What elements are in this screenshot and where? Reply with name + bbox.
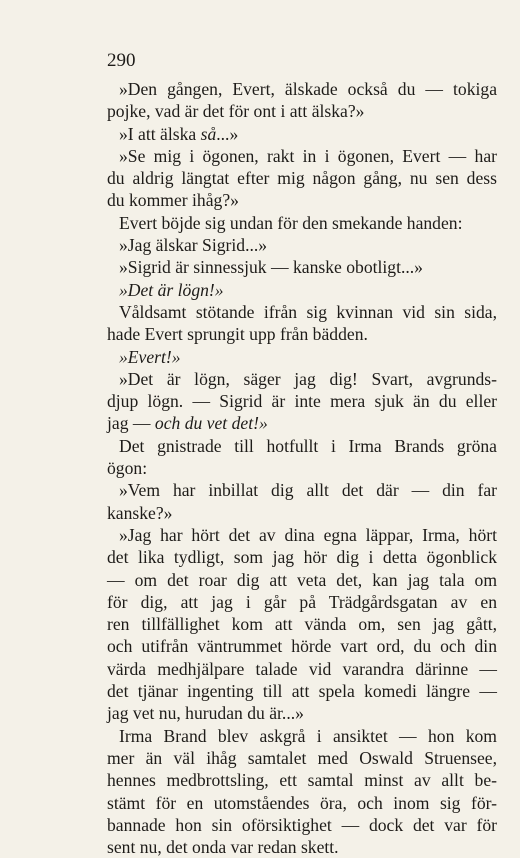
text-line: [107, 546, 497, 568]
text-run: hade Evert sprungit upp från bädden.: [107, 324, 368, 345]
text-line: [107, 702, 497, 724]
text-line: [107, 613, 497, 635]
text-run: ögon:: [107, 458, 148, 479]
text-line: [107, 78, 497, 100]
text-line: [107, 680, 497, 702]
body-text: [107, 78, 497, 858]
italic-run: »Det är lögn!»: [119, 279, 224, 300]
text-line: [107, 390, 497, 412]
page-number: 290: [107, 50, 136, 71]
text-run: »Jag älskar Sigrid...»: [119, 235, 268, 256]
text-line: [107, 502, 497, 524]
text-line: [107, 569, 497, 591]
text-run: djup lögn. — Sigrid är inte mera sjuk än du eller: [107, 391, 497, 412]
text-run: hennes medbrottsling, ett samtal minst av allt be-: [107, 770, 497, 791]
text-line: [107, 279, 497, 301]
text-line: [107, 435, 497, 457]
text-line: [107, 747, 497, 769]
italic-run: och du vet det!»: [154, 413, 268, 434]
text-run: värda medhjälpare talade vid varandra därinne —: [107, 658, 497, 679]
text-run: »Se mig i ögonen, rakt in i ögonen, Evert — har: [119, 145, 497, 166]
text-line: [107, 346, 497, 368]
text-line: [107, 479, 497, 501]
text-line: [107, 145, 497, 167]
text-run: kanske?»: [107, 502, 173, 523]
text-run: Det gnistrade till hotfullt i Irma Brands gröna: [119, 435, 497, 456]
text-line: [107, 412, 497, 434]
text-line: [107, 814, 497, 836]
text-line: [107, 836, 497, 858]
text-line: [107, 591, 497, 613]
text-line: [107, 769, 497, 791]
text-line: [107, 301, 497, 323]
text-run: det lika tydligt, som jag hör dig i detta ögonblick: [107, 547, 497, 568]
text-line: [107, 323, 497, 345]
text-line: [107, 212, 497, 234]
text-run: »Sigrid är sinnessjuk — kanske obotligt...»: [119, 257, 423, 278]
text-run: mer än väl ihåg samtalet med Oswald Struensee,: [107, 747, 497, 768]
text-run: pojke, vad är det för ont i att älska?»: [107, 101, 365, 122]
text-run: Våldsamt stötande ifrån sig kvinnan vid sin sida,: [119, 301, 497, 322]
text-run: sent nu, det onda var redan skett.: [107, 837, 339, 858]
text-line: [107, 658, 497, 680]
text-line: [107, 457, 497, 479]
italic-run: så: [200, 123, 217, 144]
text-run: »I att älska: [119, 123, 201, 144]
text-line: [107, 189, 497, 211]
text-line: [107, 635, 497, 657]
text-run: Evert böjde sig undan för den smekande handen:: [119, 212, 463, 233]
text-line: [107, 524, 497, 546]
text-line: [107, 725, 497, 747]
text-run: och utifrån väntrummet hörde vart ord, du och din: [107, 636, 497, 657]
text-run: du aldrig längtat efter mig någon gång, nu sen dess: [107, 168, 497, 189]
text-line: [107, 256, 497, 278]
text-run: »Den gången, Evert, älskade också du — tokiga: [119, 79, 497, 99]
text-line: [107, 123, 497, 145]
text-line: [107, 792, 497, 814]
text-run: ren tillfällighet kom att vända om, sen jag gått,: [107, 614, 497, 635]
text-line: [107, 234, 497, 256]
text-run: »Vem har inbillat dig allt det där — din far: [119, 480, 497, 501]
text-line: [107, 167, 497, 189]
text-line: [107, 368, 497, 390]
text-run: jag —: [107, 413, 155, 434]
text-run: bannade hon sin oförsiktighet — dock det var för: [107, 814, 497, 835]
text-run: du kommer ihåg?»: [107, 190, 239, 211]
text-line: [107, 100, 497, 122]
text-run: — om det roar dig att veta det, kan jag tala om: [107, 569, 497, 590]
text-run: »Jag har hört det av dina egna läppar, Irma, hört: [119, 524, 497, 545]
text-run: stämt för en utomståendes öra, och inom sig för-: [107, 792, 497, 813]
text-run: jag vet nu, hurudan du är...»: [107, 703, 304, 724]
text-run: Irma Brand blev askgrå i ansiktet — hon kom: [119, 725, 497, 746]
text-run: ...»: [216, 123, 239, 144]
italic-run: »Evert!»: [119, 346, 181, 367]
text-run: det tjänar ingenting till att spela komedi längre —: [107, 681, 497, 702]
text-run: »Det är lögn, säger jag dig! Svart, avgrunds-: [119, 368, 497, 389]
text-run: för dig, att jag i går på Trädgårdsgatan av en: [107, 591, 497, 612]
